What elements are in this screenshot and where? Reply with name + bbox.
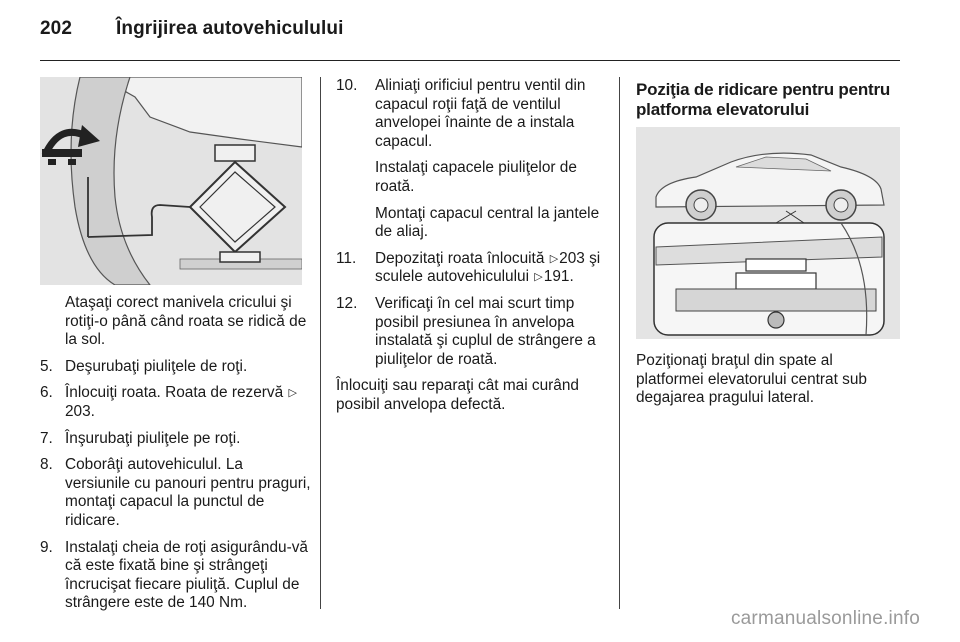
list-item: 6. Înlocuiţi roata. Roata de rezervă ▷203. [40, 384, 297, 420]
page-number: 202 [40, 18, 73, 39]
chapter-title: Îngrijirea autovehiculului [116, 18, 344, 39]
page-reference-icon: ▷ [549, 252, 559, 265]
footer-watermark: carmanualsonline.info [730, 608, 920, 629]
lift-instructions: Poziţionaţi braţul din spate al platformei elevatorului centrat sub degajarea pragului lateral. [636, 352, 867, 407]
sub-paragraph: Montaţi capacul central la jantele de aliaj. [375, 204, 600, 241]
page-reference[interactable]: 203 şi sculele autovehiculului [375, 249, 601, 286]
header-rule [40, 60, 900, 61]
jack-illustration [40, 77, 302, 285]
sub-paragraph: Instalaţi capacele piuliţelor de roată. [375, 159, 577, 195]
list-item: 12. Verificaţi în cel mai scurt timp posibil presiunea în anvelopa instalată şi cuplul de strângere a piuliţelor de roată. [336, 294, 596, 368]
list-item: 5. Deşurubaţi piuliţele de roţi. [40, 357, 248, 375]
page-reference-icon: ▷ [534, 271, 543, 284]
list-item: 10. Aliniaţi orificiul pentru ventil din capacul roţii faţă de ventilul anvelopei înainte de a instala capacul. [336, 77, 586, 150]
column-divider-1 [320, 77, 321, 609]
page-reference-icon: ▷ [288, 387, 297, 400]
list-item: 11. Depozitaţi roata înlocuită ▷203 şi sculele autovehiculului ▷191. [336, 249, 601, 286]
jack-drawing [40, 77, 302, 285]
closing-paragraph: Înlocuiţi sau reparaţi cât mai curând posibil anvelopa defectă. [336, 377, 579, 413]
lift-drawing [636, 127, 900, 339]
list-item: 9. Instalaţi cheia de roţi asigurându-vă că este fixată bine şi strângeţi încrucişat fiecare piuliţă. Cuplul de strângere este de 140 Nm. [40, 538, 308, 612]
page-reference[interactable]: 191. [543, 268, 574, 286]
page-reference[interactable]: 203. [65, 402, 95, 420]
list-item: 7. Înşurubaţi piuliţele pe roţi. [40, 429, 241, 447]
list-item: 8. Coborâţi autovehiculul. La versiunile cu panouri pentru praguri, montaţi capacul la punctul de ridicare. [40, 456, 311, 529]
column-1 [40, 294, 312, 621]
column-divider-2 [619, 77, 620, 609]
column-3-body [636, 352, 902, 416]
lift-point-illustration [636, 127, 900, 339]
column-3 [636, 80, 902, 132]
section-heading: Poziţia de ridicare pentru pentru platforma elevatorului [636, 80, 891, 119]
intro-paragraph: Ataşaţi corect manivela cricului şi rotiţi-o până când roata se ridică de la sol. [65, 294, 307, 349]
column-2 [336, 77, 608, 423]
page-header [40, 18, 343, 40]
